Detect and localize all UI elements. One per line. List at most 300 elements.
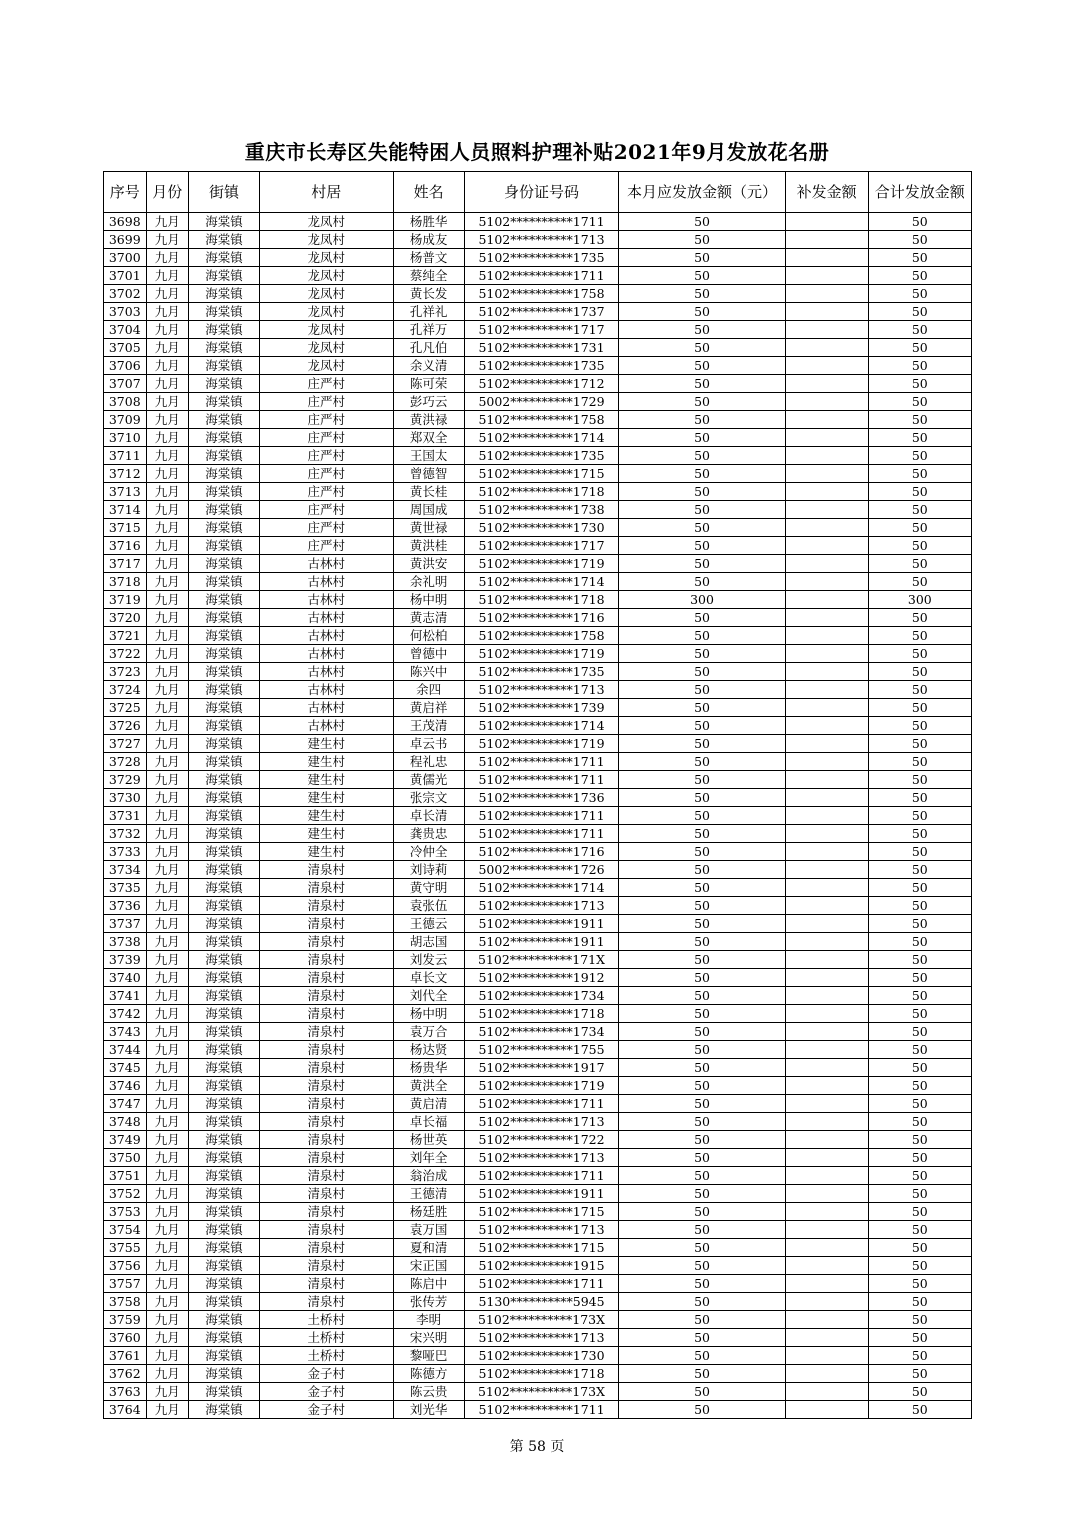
table-row bbox=[104, 897, 972, 915]
cell-supplement-amount bbox=[785, 1365, 868, 1383]
table-row bbox=[104, 1257, 972, 1275]
cell-village: 建生村 bbox=[259, 735, 393, 753]
cell-total-amount: 50 bbox=[868, 393, 971, 411]
cell-id-number: 5102**********1911 bbox=[464, 1185, 619, 1203]
cell-town: 海棠镇 bbox=[189, 735, 260, 753]
cell-id-number: 5102**********1711 bbox=[464, 771, 619, 789]
cell-supplement-amount bbox=[785, 1185, 868, 1203]
cell-serial: 3726 bbox=[104, 717, 147, 735]
cell-village: 龙凤村 bbox=[259, 357, 393, 375]
cell-town: 海棠镇 bbox=[189, 1311, 260, 1329]
cell-id-number: 5102**********1718 bbox=[464, 483, 619, 501]
cell-monthly-amount: 50 bbox=[619, 1203, 785, 1221]
cell-town: 海棠镇 bbox=[189, 393, 260, 411]
table-row bbox=[104, 1113, 972, 1131]
cell-supplement-amount bbox=[785, 1275, 868, 1293]
cell-supplement-amount bbox=[785, 1005, 868, 1023]
cell-id-number: 5102**********1917 bbox=[464, 1059, 619, 1077]
cell-supplement-amount bbox=[785, 681, 868, 699]
cell-serial: 3747 bbox=[104, 1095, 147, 1113]
cell-monthly-amount: 50 bbox=[619, 483, 785, 501]
cell-id-number: 5102**********1714 bbox=[464, 429, 619, 447]
table-row bbox=[104, 411, 972, 429]
cell-supplement-amount bbox=[785, 1131, 868, 1149]
cell-monthly-amount: 50 bbox=[619, 897, 785, 915]
cell-monthly-amount: 50 bbox=[619, 249, 785, 267]
cell-town: 海棠镇 bbox=[189, 915, 260, 933]
cell-name: 蔡纯全 bbox=[393, 267, 464, 285]
cell-village: 清泉村 bbox=[259, 1059, 393, 1077]
cell-total-amount: 50 bbox=[868, 1203, 971, 1221]
cell-month: 九月 bbox=[146, 807, 189, 825]
cell-month: 九月 bbox=[146, 303, 189, 321]
cell-town: 海棠镇 bbox=[189, 1329, 260, 1347]
cell-serial: 3751 bbox=[104, 1167, 147, 1185]
cell-supplement-amount bbox=[785, 1257, 868, 1275]
cell-town: 海棠镇 bbox=[189, 447, 260, 465]
cell-id-number: 5102**********1711 bbox=[464, 1095, 619, 1113]
cell-month: 九月 bbox=[146, 1329, 189, 1347]
cell-total-amount: 50 bbox=[868, 465, 971, 483]
cell-month: 九月 bbox=[146, 627, 189, 645]
cell-name: 周国成 bbox=[393, 501, 464, 519]
cell-total-amount: 50 bbox=[868, 789, 971, 807]
cell-monthly-amount: 50 bbox=[619, 537, 785, 555]
cell-supplement-amount bbox=[785, 1203, 868, 1221]
table-row bbox=[104, 1095, 972, 1113]
cell-town: 海棠镇 bbox=[189, 1293, 260, 1311]
cell-name: 王茂清 bbox=[393, 717, 464, 735]
cell-id-number: 5102**********1718 bbox=[464, 1365, 619, 1383]
cell-serial: 3757 bbox=[104, 1275, 147, 1293]
cell-id-number: 5102**********1738 bbox=[464, 501, 619, 519]
cell-total-amount: 50 bbox=[868, 375, 971, 393]
table-row bbox=[104, 483, 972, 501]
cell-supplement-amount bbox=[785, 807, 868, 825]
cell-serial: 3752 bbox=[104, 1185, 147, 1203]
cell-monthly-amount: 50 bbox=[619, 1131, 785, 1149]
cell-name: 袁万合 bbox=[393, 1023, 464, 1041]
cell-monthly-amount: 50 bbox=[619, 951, 785, 969]
roster-table bbox=[103, 171, 972, 1419]
cell-village: 古林村 bbox=[259, 555, 393, 573]
cell-total-amount: 50 bbox=[868, 807, 971, 825]
cell-serial: 3732 bbox=[104, 825, 147, 843]
cell-id-number: 5102**********1739 bbox=[464, 699, 619, 717]
cell-total-amount: 50 bbox=[868, 357, 971, 375]
cell-id-number: 5102**********1713 bbox=[464, 681, 619, 699]
cell-monthly-amount: 50 bbox=[619, 1311, 785, 1329]
header-monthly-amount: 本月应发放金额（元） bbox=[619, 172, 785, 213]
cell-month: 九月 bbox=[146, 1167, 189, 1185]
cell-name: 宋正国 bbox=[393, 1257, 464, 1275]
table-row bbox=[104, 1329, 972, 1347]
cell-village: 清泉村 bbox=[259, 861, 393, 879]
cell-monthly-amount: 50 bbox=[619, 609, 785, 627]
cell-monthly-amount: 50 bbox=[619, 393, 785, 411]
cell-name: 杨贵华 bbox=[393, 1059, 464, 1077]
cell-serial: 3735 bbox=[104, 879, 147, 897]
cell-total-amount: 50 bbox=[868, 573, 971, 591]
cell-monthly-amount: 50 bbox=[619, 789, 785, 807]
cell-total-amount: 50 bbox=[868, 213, 971, 231]
table-row bbox=[104, 1005, 972, 1023]
table-row bbox=[104, 987, 972, 1005]
cell-supplement-amount bbox=[785, 1293, 868, 1311]
cell-supplement-amount bbox=[785, 1311, 868, 1329]
cell-serial: 3749 bbox=[104, 1131, 147, 1149]
cell-village: 建生村 bbox=[259, 789, 393, 807]
cell-serial: 3760 bbox=[104, 1329, 147, 1347]
cell-monthly-amount: 50 bbox=[619, 843, 785, 861]
cell-town: 海棠镇 bbox=[189, 1095, 260, 1113]
cell-supplement-amount bbox=[785, 663, 868, 681]
cell-monthly-amount: 50 bbox=[619, 1149, 785, 1167]
cell-town: 海棠镇 bbox=[189, 1221, 260, 1239]
cell-id-number: 5102**********1722 bbox=[464, 1131, 619, 1149]
cell-name: 卓长文 bbox=[393, 969, 464, 987]
cell-total-amount: 50 bbox=[868, 969, 971, 987]
cell-supplement-amount bbox=[785, 1023, 868, 1041]
cell-monthly-amount: 50 bbox=[619, 933, 785, 951]
cell-name: 黎哑巴 bbox=[393, 1347, 464, 1365]
table-row bbox=[104, 699, 972, 717]
cell-village: 清泉村 bbox=[259, 1113, 393, 1131]
cell-monthly-amount: 50 bbox=[619, 717, 785, 735]
cell-town: 海棠镇 bbox=[189, 1041, 260, 1059]
cell-id-number: 5102**********1711 bbox=[464, 1275, 619, 1293]
cell-serial: 3737 bbox=[104, 915, 147, 933]
cell-name: 刘诗莉 bbox=[393, 861, 464, 879]
cell-name: 余礼明 bbox=[393, 573, 464, 591]
cell-village: 清泉村 bbox=[259, 1167, 393, 1185]
cell-month: 九月 bbox=[146, 1023, 189, 1041]
cell-town: 海棠镇 bbox=[189, 1131, 260, 1149]
cell-monthly-amount: 50 bbox=[619, 681, 785, 699]
table-row bbox=[104, 789, 972, 807]
cell-serial: 3753 bbox=[104, 1203, 147, 1221]
cell-monthly-amount: 50 bbox=[619, 555, 785, 573]
cell-village: 清泉村 bbox=[259, 897, 393, 915]
cell-supplement-amount bbox=[785, 951, 868, 969]
cell-month: 九月 bbox=[146, 447, 189, 465]
cell-supplement-amount bbox=[785, 573, 868, 591]
cell-village: 土桥村 bbox=[259, 1311, 393, 1329]
cell-id-number: 5102**********1911 bbox=[464, 933, 619, 951]
cell-month: 九月 bbox=[146, 987, 189, 1005]
cell-name: 杨中明 bbox=[393, 1005, 464, 1023]
cell-month: 九月 bbox=[146, 897, 189, 915]
cell-village: 古林村 bbox=[259, 591, 393, 609]
table-row bbox=[104, 1077, 972, 1095]
cell-id-number: 5002**********1726 bbox=[464, 861, 619, 879]
cell-id-number: 5102**********1730 bbox=[464, 519, 619, 537]
header-name: 姓名 bbox=[393, 172, 464, 213]
cell-total-amount: 50 bbox=[868, 339, 971, 357]
cell-monthly-amount: 50 bbox=[619, 519, 785, 537]
cell-town: 海棠镇 bbox=[189, 699, 260, 717]
cell-supplement-amount bbox=[785, 231, 868, 249]
cell-month: 九月 bbox=[146, 1257, 189, 1275]
cell-month: 九月 bbox=[146, 681, 189, 699]
table-row bbox=[104, 339, 972, 357]
cell-name: 何松柏 bbox=[393, 627, 464, 645]
cell-month: 九月 bbox=[146, 1077, 189, 1095]
cell-serial: 3748 bbox=[104, 1113, 147, 1131]
cell-total-amount: 50 bbox=[868, 555, 971, 573]
table-row bbox=[104, 1365, 972, 1383]
cell-serial: 3715 bbox=[104, 519, 147, 537]
table-row bbox=[104, 231, 972, 249]
cell-id-number: 5102**********1737 bbox=[464, 303, 619, 321]
cell-total-amount: 50 bbox=[868, 1401, 971, 1419]
cell-town: 海棠镇 bbox=[189, 321, 260, 339]
cell-village: 清泉村 bbox=[259, 1131, 393, 1149]
cell-id-number: 5102**********1758 bbox=[464, 411, 619, 429]
cell-village: 古林村 bbox=[259, 717, 393, 735]
table-row bbox=[104, 1023, 972, 1041]
cell-id-number: 5102**********1719 bbox=[464, 555, 619, 573]
cell-monthly-amount: 50 bbox=[619, 753, 785, 771]
cell-total-amount: 50 bbox=[868, 717, 971, 735]
cell-month: 九月 bbox=[146, 1059, 189, 1077]
cell-month: 九月 bbox=[146, 411, 189, 429]
cell-month: 九月 bbox=[146, 519, 189, 537]
cell-month: 九月 bbox=[146, 879, 189, 897]
table-row bbox=[104, 825, 972, 843]
cell-name: 黄洪安 bbox=[393, 555, 464, 573]
cell-village: 建生村 bbox=[259, 753, 393, 771]
cell-total-amount: 50 bbox=[868, 1365, 971, 1383]
cell-serial: 3723 bbox=[104, 663, 147, 681]
cell-serial: 3699 bbox=[104, 231, 147, 249]
cell-town: 海棠镇 bbox=[189, 1113, 260, 1131]
cell-name: 黄洪禄 bbox=[393, 411, 464, 429]
cell-supplement-amount bbox=[785, 285, 868, 303]
cell-total-amount: 50 bbox=[868, 1347, 971, 1365]
cell-serial: 3739 bbox=[104, 951, 147, 969]
cell-month: 九月 bbox=[146, 1203, 189, 1221]
cell-town: 海棠镇 bbox=[189, 1275, 260, 1293]
table-row bbox=[104, 1185, 972, 1203]
cell-month: 九月 bbox=[146, 465, 189, 483]
cell-id-number: 5102**********1715 bbox=[464, 1203, 619, 1221]
cell-serial: 3714 bbox=[104, 501, 147, 519]
cell-name: 宋兴明 bbox=[393, 1329, 464, 1347]
cell-village: 庄严村 bbox=[259, 429, 393, 447]
cell-serial: 3754 bbox=[104, 1221, 147, 1239]
cell-id-number: 5102**********1711 bbox=[464, 213, 619, 231]
cell-name: 杨普文 bbox=[393, 249, 464, 267]
cell-village: 清泉村 bbox=[259, 915, 393, 933]
cell-supplement-amount bbox=[785, 411, 868, 429]
cell-monthly-amount: 50 bbox=[619, 1383, 785, 1401]
cell-monthly-amount: 50 bbox=[619, 429, 785, 447]
cell-id-number: 5102**********1711 bbox=[464, 825, 619, 843]
cell-serial: 3743 bbox=[104, 1023, 147, 1041]
cell-total-amount: 50 bbox=[868, 519, 971, 537]
table-row bbox=[104, 879, 972, 897]
cell-total-amount: 50 bbox=[868, 987, 971, 1005]
cell-month: 九月 bbox=[146, 1347, 189, 1365]
cell-supplement-amount bbox=[785, 1059, 868, 1077]
cell-monthly-amount: 50 bbox=[619, 231, 785, 249]
cell-total-amount: 50 bbox=[868, 1221, 971, 1239]
cell-total-amount: 50 bbox=[868, 1293, 971, 1311]
cell-supplement-amount bbox=[785, 1383, 868, 1401]
cell-total-amount: 50 bbox=[868, 663, 971, 681]
cell-id-number: 5102**********171X bbox=[464, 951, 619, 969]
cell-supplement-amount bbox=[785, 321, 868, 339]
table-row bbox=[104, 1167, 972, 1185]
cell-id-number: 5102**********1714 bbox=[464, 717, 619, 735]
cell-supplement-amount bbox=[785, 825, 868, 843]
cell-town: 海棠镇 bbox=[189, 825, 260, 843]
cell-village: 清泉村 bbox=[259, 1023, 393, 1041]
table-row bbox=[104, 861, 972, 879]
cell-total-amount: 50 bbox=[868, 447, 971, 465]
cell-supplement-amount bbox=[785, 753, 868, 771]
table-row bbox=[104, 1221, 972, 1239]
cell-month: 九月 bbox=[146, 915, 189, 933]
cell-serial: 3727 bbox=[104, 735, 147, 753]
cell-village: 古林村 bbox=[259, 627, 393, 645]
cell-village: 清泉村 bbox=[259, 969, 393, 987]
cell-id-number: 5102**********1719 bbox=[464, 1077, 619, 1095]
cell-village: 清泉村 bbox=[259, 1275, 393, 1293]
cell-serial: 3764 bbox=[104, 1401, 147, 1419]
cell-town: 海棠镇 bbox=[189, 1383, 260, 1401]
cell-total-amount: 50 bbox=[868, 1167, 971, 1185]
cell-town: 海棠镇 bbox=[189, 1239, 260, 1257]
page-number: 第 58 页 bbox=[509, 1439, 565, 1455]
cell-town: 海棠镇 bbox=[189, 1005, 260, 1023]
cell-name: 杨世英 bbox=[393, 1131, 464, 1149]
cell-month: 九月 bbox=[146, 1113, 189, 1131]
cell-village: 清泉村 bbox=[259, 1041, 393, 1059]
cell-total-amount: 50 bbox=[868, 429, 971, 447]
cell-serial: 3736 bbox=[104, 897, 147, 915]
cell-monthly-amount: 50 bbox=[619, 879, 785, 897]
cell-village: 清泉村 bbox=[259, 933, 393, 951]
cell-month: 九月 bbox=[146, 1239, 189, 1257]
cell-supplement-amount bbox=[785, 771, 868, 789]
cell-month: 九月 bbox=[146, 771, 189, 789]
table-row bbox=[104, 249, 972, 267]
cell-total-amount: 50 bbox=[868, 501, 971, 519]
cell-village: 龙凤村 bbox=[259, 231, 393, 249]
cell-supplement-amount bbox=[785, 303, 868, 321]
table-row bbox=[104, 735, 972, 753]
cell-total-amount: 50 bbox=[868, 267, 971, 285]
cell-month: 九月 bbox=[146, 1293, 189, 1311]
cell-name: 龚贵忠 bbox=[393, 825, 464, 843]
cell-town: 海棠镇 bbox=[189, 933, 260, 951]
cell-supplement-amount bbox=[785, 1239, 868, 1257]
cell-total-amount: 50 bbox=[868, 681, 971, 699]
cell-serial: 3709 bbox=[104, 411, 147, 429]
cell-serial: 3712 bbox=[104, 465, 147, 483]
cell-id-number: 5102**********1713 bbox=[464, 1149, 619, 1167]
cell-supplement-amount bbox=[785, 1221, 868, 1239]
cell-serial: 3698 bbox=[104, 213, 147, 231]
cell-supplement-amount bbox=[785, 1329, 868, 1347]
cell-name: 张宗文 bbox=[393, 789, 464, 807]
cell-monthly-amount: 50 bbox=[619, 465, 785, 483]
cell-monthly-amount: 50 bbox=[619, 1113, 785, 1131]
cell-village: 清泉村 bbox=[259, 1221, 393, 1239]
header-supplement-amount: 补发金额 bbox=[785, 172, 868, 213]
cell-total-amount: 50 bbox=[868, 771, 971, 789]
cell-supplement-amount bbox=[785, 465, 868, 483]
cell-supplement-amount bbox=[785, 969, 868, 987]
cell-supplement-amount bbox=[785, 375, 868, 393]
cell-supplement-amount bbox=[785, 501, 868, 519]
cell-name: 黄长发 bbox=[393, 285, 464, 303]
cell-id-number: 5102**********1711 bbox=[464, 807, 619, 825]
table-row bbox=[104, 501, 972, 519]
cell-name: 王德清 bbox=[393, 1185, 464, 1203]
cell-name: 黄长桂 bbox=[393, 483, 464, 501]
cell-month: 九月 bbox=[146, 375, 189, 393]
cell-monthly-amount: 50 bbox=[619, 1185, 785, 1203]
cell-name: 卓长福 bbox=[393, 1113, 464, 1131]
cell-id-number: 5102**********1713 bbox=[464, 1329, 619, 1347]
cell-monthly-amount: 50 bbox=[619, 627, 785, 645]
table-row bbox=[104, 1401, 972, 1419]
cell-total-amount: 50 bbox=[868, 1023, 971, 1041]
cell-month: 九月 bbox=[146, 1275, 189, 1293]
cell-month: 九月 bbox=[146, 231, 189, 249]
cell-total-amount: 50 bbox=[868, 1059, 971, 1077]
cell-id-number: 5102**********1711 bbox=[464, 1401, 619, 1419]
cell-supplement-amount bbox=[785, 789, 868, 807]
cell-serial: 3718 bbox=[104, 573, 147, 591]
cell-total-amount: 50 bbox=[868, 609, 971, 627]
cell-village: 清泉村 bbox=[259, 987, 393, 1005]
table-row bbox=[104, 1131, 972, 1149]
cell-name: 杨廷胜 bbox=[393, 1203, 464, 1221]
cell-supplement-amount bbox=[785, 1167, 868, 1185]
cell-supplement-amount bbox=[785, 591, 868, 609]
header-village: 村居 bbox=[259, 172, 393, 213]
cell-town: 海棠镇 bbox=[189, 843, 260, 861]
cell-town: 海棠镇 bbox=[189, 303, 260, 321]
cell-total-amount: 50 bbox=[868, 321, 971, 339]
cell-total-amount: 50 bbox=[868, 303, 971, 321]
cell-month: 九月 bbox=[146, 609, 189, 627]
cell-monthly-amount: 50 bbox=[619, 861, 785, 879]
cell-supplement-amount bbox=[785, 717, 868, 735]
cell-name: 刘代全 bbox=[393, 987, 464, 1005]
cell-monthly-amount: 50 bbox=[619, 807, 785, 825]
cell-id-number: 5102**********1730 bbox=[464, 1347, 619, 1365]
header-row bbox=[104, 172, 972, 213]
cell-supplement-amount bbox=[785, 1041, 868, 1059]
cell-town: 海棠镇 bbox=[189, 1203, 260, 1221]
cell-total-amount: 50 bbox=[868, 1041, 971, 1059]
cell-month: 九月 bbox=[146, 339, 189, 357]
cell-town: 海棠镇 bbox=[189, 375, 260, 393]
cell-village: 庄严村 bbox=[259, 411, 393, 429]
cell-name: 陈启中 bbox=[393, 1275, 464, 1293]
cell-name: 黄守明 bbox=[393, 879, 464, 897]
cell-id-number: 5102**********1714 bbox=[464, 879, 619, 897]
cell-id-number: 5102**********1718 bbox=[464, 1005, 619, 1023]
cell-town: 海棠镇 bbox=[189, 951, 260, 969]
cell-town: 海棠镇 bbox=[189, 267, 260, 285]
cell-town: 海棠镇 bbox=[189, 339, 260, 357]
